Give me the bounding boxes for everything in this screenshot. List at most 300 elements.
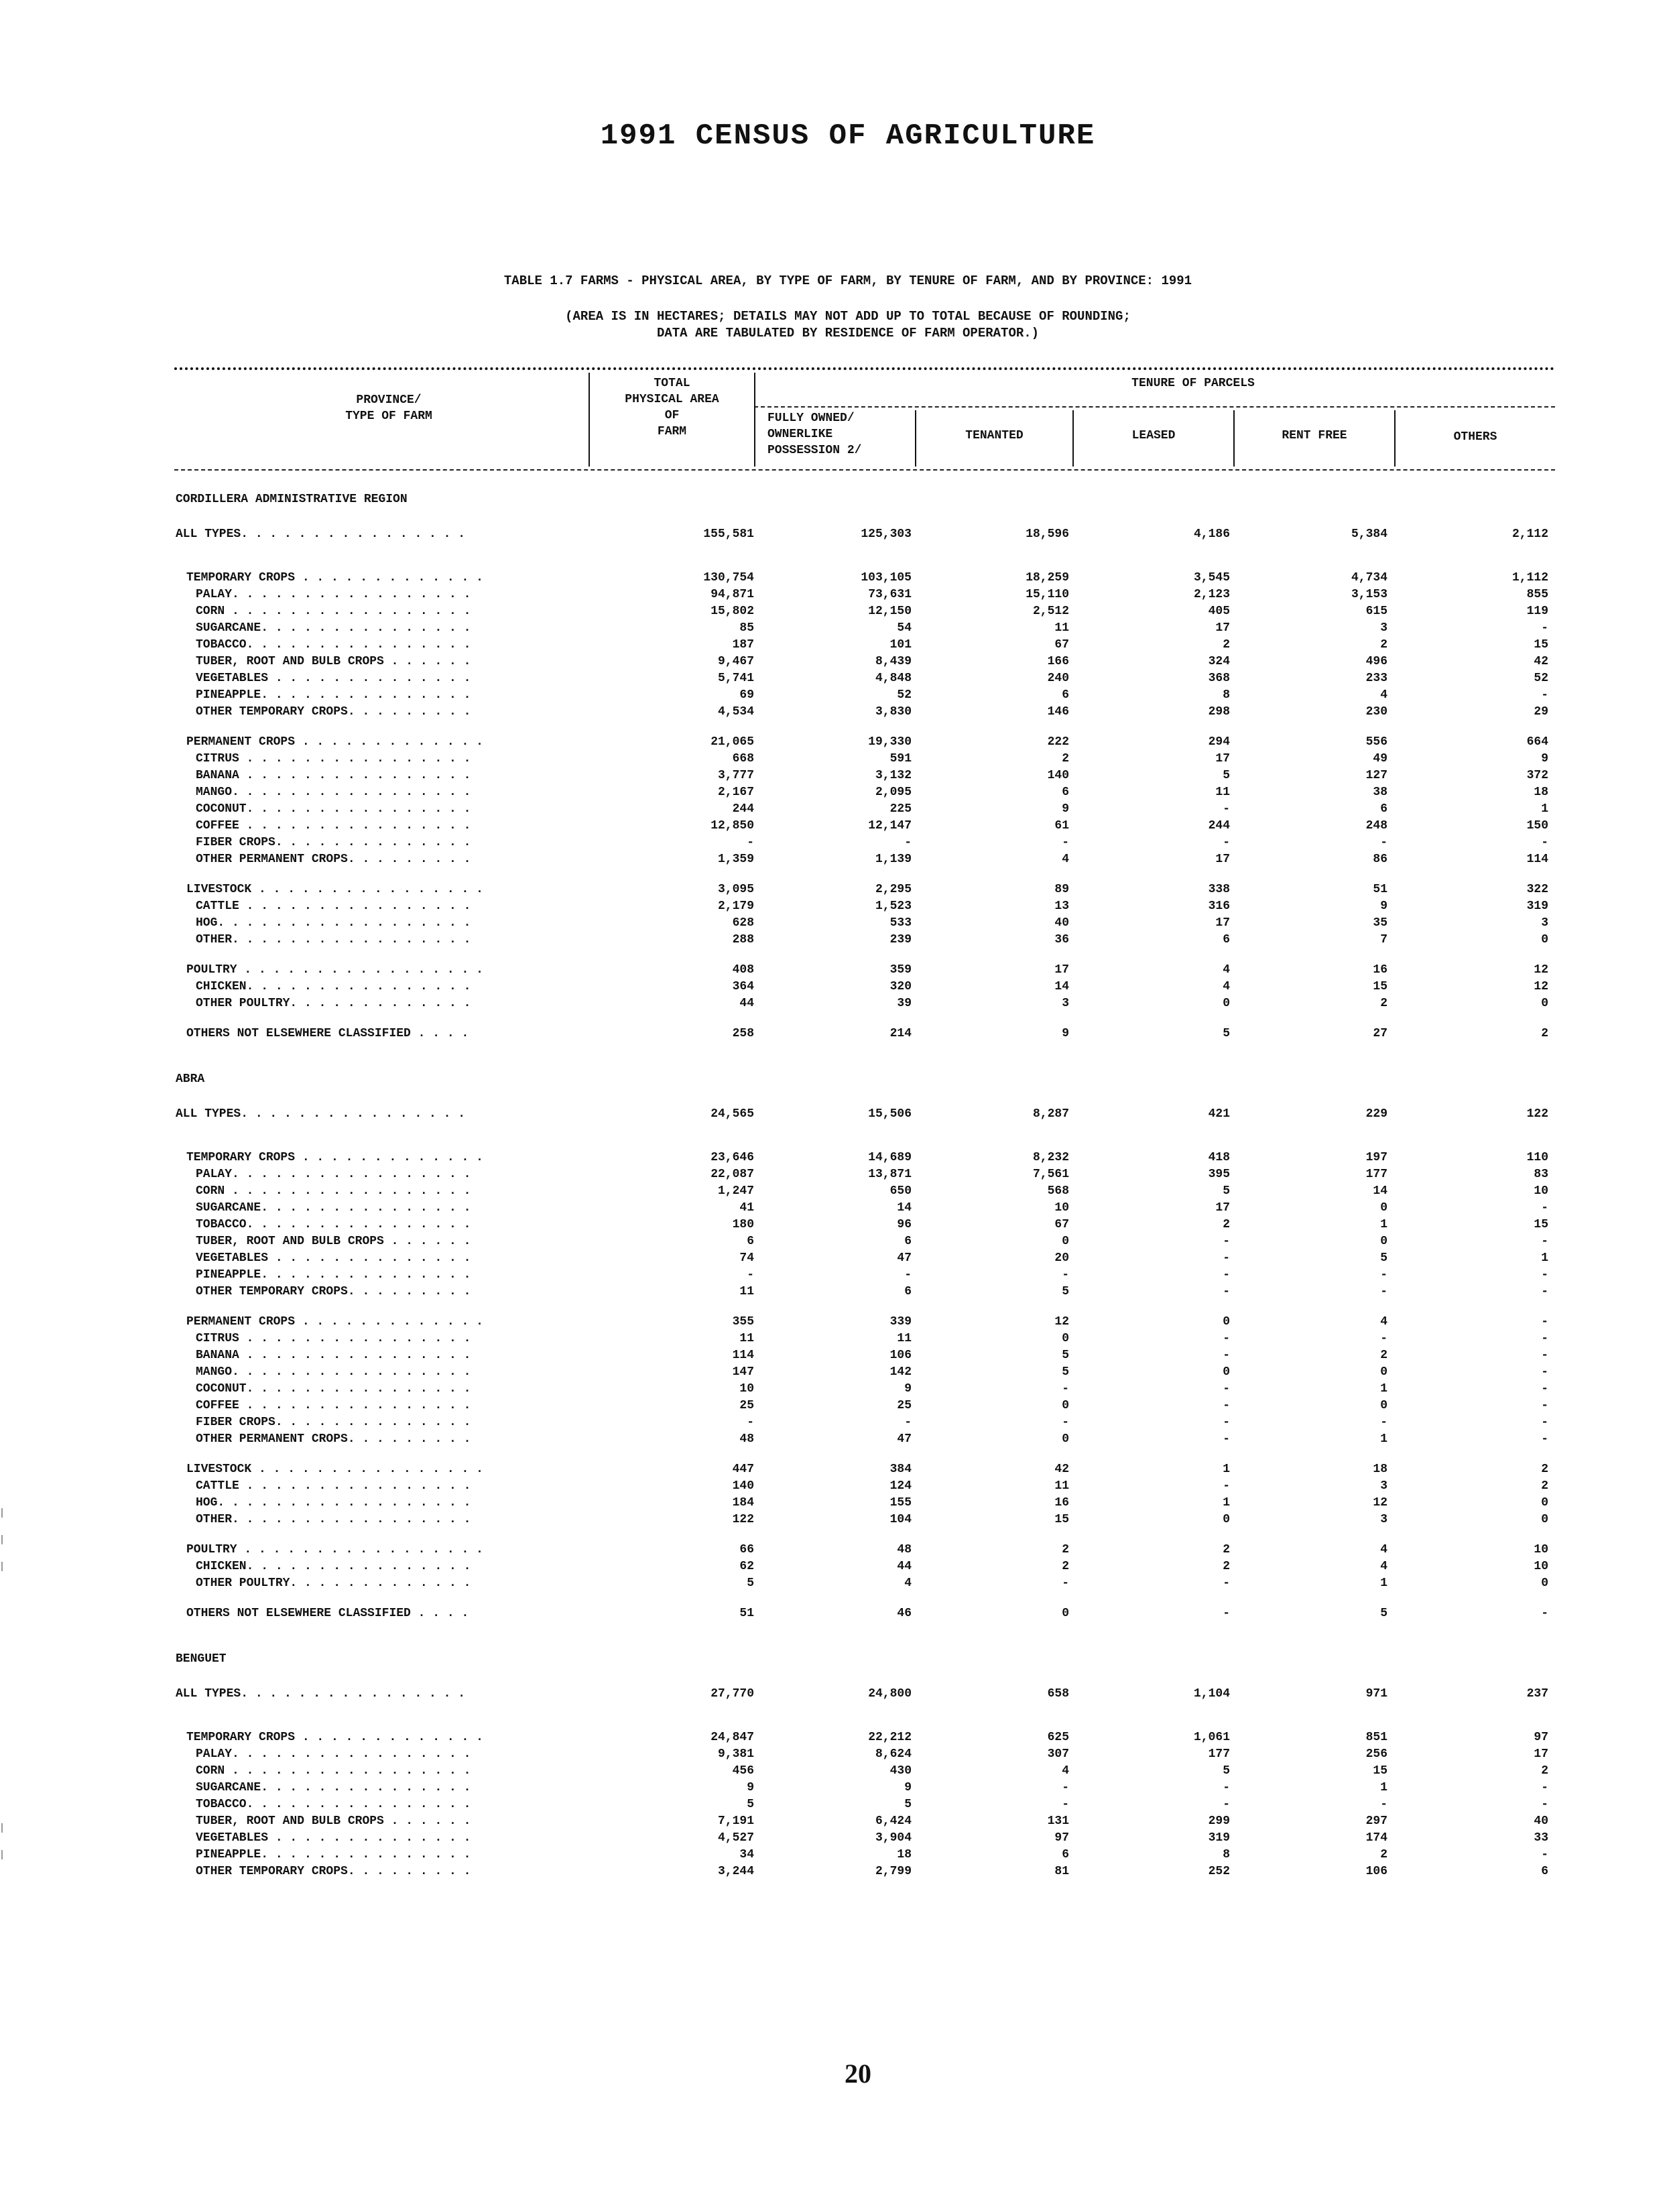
row-value: - (1541, 836, 1548, 849)
row-value: 8 (1223, 1848, 1230, 1861)
row-value: 33 (1534, 1831, 1548, 1845)
row-value: 2 (1223, 1543, 1230, 1556)
row-value: 421 (1208, 1107, 1230, 1121)
row-value: - (1223, 1416, 1230, 1429)
row-value: 103,105 (861, 571, 912, 585)
row-value: 15 (1534, 1218, 1548, 1231)
row-value: - (1541, 1432, 1548, 1446)
row-label: PINEAPPLE. . . . . . . . . . . . . . . (196, 1848, 471, 1861)
row-label: VEGETABLES . . . . . . . . . . . . . . (196, 1831, 471, 1845)
row-value: 4 (1223, 980, 1230, 993)
row-label: CATTLE . . . . . . . . . . . . . . . . (196, 1479, 471, 1493)
row-value: 17 (1215, 1201, 1230, 1215)
row-value: - (1223, 1285, 1230, 1298)
table-row (0, 802, 1669, 818)
row-value: - (1223, 1798, 1230, 1811)
row-value: 214 (889, 1027, 912, 1040)
row-value: 14,689 (868, 1151, 912, 1164)
row-value: 51 (739, 1607, 754, 1620)
row-value: 61 (1054, 819, 1069, 833)
row-value: 4 (1380, 1543, 1387, 1556)
row-value: 35 (1373, 916, 1387, 930)
row-label: PALAY. . . . . . . . . . . . . . . . . (196, 1747, 471, 1761)
row-value: 237 (1526, 1687, 1548, 1701)
row-value: 101 (889, 638, 912, 652)
row-value: - (1062, 1781, 1069, 1794)
row-value: 233 (1365, 672, 1387, 685)
row-value: 122 (1526, 1107, 1548, 1121)
row-value: 372 (1526, 769, 1548, 782)
row-value: - (904, 1268, 912, 1282)
row-value: 0 (1541, 997, 1548, 1010)
margin-mark (1, 1823, 3, 1833)
row-value: 320 (889, 980, 912, 993)
row-value: 0 (1062, 1235, 1069, 1248)
row-value: 83 (1534, 1168, 1548, 1181)
row-value: 5 (1223, 1184, 1230, 1198)
table-row (0, 1513, 1669, 1529)
row-value: 5 (1380, 1251, 1387, 1265)
row-value: 39 (897, 997, 912, 1010)
row-value: 1 (1223, 1496, 1230, 1510)
row-value: 140 (732, 1479, 754, 1493)
row-label: OTHER TEMPORARY CROPS. . . . . . . . . (196, 705, 471, 719)
row-value: 106 (1365, 1865, 1387, 1878)
table-row (0, 752, 1669, 768)
row-value: 7,191 (717, 1815, 754, 1828)
row-value: 668 (732, 752, 754, 765)
row-label: FIBER CROPS. . . . . . . . . . . . . . (196, 1416, 471, 1429)
row-value: 13 (1054, 900, 1069, 913)
row-value: 17 (1215, 621, 1230, 635)
row-value: - (1223, 1251, 1230, 1265)
row-value: - (1223, 1382, 1230, 1396)
region-heading: CORDILLERA ADMINISTRATIVE REGION (176, 493, 408, 506)
row-value: 142 (889, 1365, 912, 1379)
row-value: 408 (732, 963, 754, 977)
row-value: 1,061 (1193, 1731, 1230, 1744)
row-value: 6 (1062, 786, 1069, 799)
row-value: - (1223, 1349, 1230, 1362)
row-value: 6 (747, 1235, 754, 1248)
row-value: 658 (1047, 1687, 1069, 1701)
margin-mark (1, 1508, 3, 1518)
row-value: 0 (1223, 997, 1230, 1010)
row-label: PALAY. . . . . . . . . . . . . . . . . (196, 1168, 471, 1181)
table-row (0, 705, 1669, 721)
row-value: 16 (1373, 963, 1387, 977)
row-value: - (1223, 1268, 1230, 1282)
row-value: 2 (1541, 1027, 1548, 1040)
row-value: 3 (1380, 1513, 1387, 1526)
row-value: 4 (1062, 853, 1069, 866)
row-label: BANANA . . . . . . . . . . . . . . . . (196, 1349, 471, 1362)
row-value: 258 (732, 1027, 754, 1040)
row-value: 4 (904, 1577, 912, 1590)
row-label: HOG. . . . . . . . . . . . . . . . . . (196, 1496, 471, 1510)
row-value: 364 (732, 980, 754, 993)
row-label: COCONUT. . . . . . . . . . . . . . . . (196, 1382, 471, 1396)
table-row (0, 819, 1669, 835)
row-value: - (1223, 836, 1230, 849)
row-value: 8,232 (1032, 1151, 1069, 1164)
table-row (0, 1416, 1669, 1432)
row-value: 29 (1534, 705, 1548, 719)
row-value: 3,132 (875, 769, 912, 782)
row-value: - (1223, 1781, 1230, 1794)
table-row (0, 916, 1669, 932)
row-value: 2 (1541, 1463, 1548, 1476)
row-value: 74 (739, 1251, 754, 1265)
row-value: - (1223, 1479, 1230, 1493)
row-value: 104 (889, 1513, 912, 1526)
row-value: 15,110 (1026, 588, 1069, 601)
row-value: 6 (1062, 688, 1069, 702)
row-value: 12,850 (710, 819, 754, 833)
row-value: 2 (1380, 1349, 1387, 1362)
row-label: ALL TYPES. . . . . . . . . . . . . . . . (176, 528, 466, 541)
row-value: 52 (1534, 672, 1548, 685)
row-value: 3,777 (717, 769, 754, 782)
row-value: 229 (1365, 1107, 1387, 1121)
row-value: 8,287 (1032, 1107, 1069, 1121)
row-value: 73,631 (868, 588, 912, 601)
row-value: 89 (1054, 883, 1069, 896)
row-value: 1 (1541, 802, 1548, 816)
row-value: 225 (889, 802, 912, 816)
row-value: 12,147 (868, 819, 912, 833)
row-value: 94,871 (710, 588, 754, 601)
row-value: 368 (1208, 672, 1230, 685)
row-label: OTHER POULTRY. . . . . . . . . . . . . (196, 997, 471, 1010)
row-value: 174 (1365, 1831, 1387, 1845)
row-value: 11 (739, 1285, 754, 1298)
row-value: 8,439 (875, 655, 912, 668)
table-row (0, 1201, 1669, 1217)
row-value: 15 (1373, 1764, 1387, 1778)
row-value: 5 (1223, 1764, 1230, 1778)
row-label: PALAY. . . . . . . . . . . . . . . . . (196, 588, 471, 601)
row-label: COFFEE . . . . . . . . . . . . . . . . (196, 1399, 471, 1412)
table-row (0, 980, 1669, 996)
row-label: CHICKEN. . . . . . . . . . . . . . . . (196, 980, 471, 993)
row-value: 8,624 (875, 1747, 912, 1761)
row-value: 2,123 (1193, 588, 1230, 601)
row-value: - (1062, 1798, 1069, 1811)
row-value: 9 (747, 1781, 754, 1794)
row-value: 85 (739, 621, 754, 635)
row-value: 252 (1208, 1865, 1230, 1878)
row-value: 146 (1047, 705, 1069, 719)
row-value: 0 (1380, 1235, 1387, 1248)
row-value: 405 (1208, 605, 1230, 618)
row-value: 2 (1223, 1218, 1230, 1231)
row-value: 17 (1054, 963, 1069, 977)
row-value: 297 (1365, 1815, 1387, 1828)
row-value: 244 (1208, 819, 1230, 833)
row-value: 10 (1534, 1560, 1548, 1573)
row-value: 49 (1373, 752, 1387, 765)
row-value: 4 (1380, 1315, 1387, 1329)
row-value: 125,303 (861, 528, 912, 541)
row-label: HOG. . . . . . . . . . . . . . . . . . (196, 916, 471, 930)
row-value: - (1223, 1577, 1230, 1590)
row-value: 9,381 (717, 1747, 754, 1761)
row-value: 187 (732, 638, 754, 652)
row-value: - (1223, 1332, 1230, 1345)
row-value: 25 (739, 1399, 754, 1412)
row-value: 971 (1365, 1687, 1387, 1701)
table-row (0, 1235, 1669, 1251)
row-value: 2,095 (875, 786, 912, 799)
row-label: LIVESTOCK . . . . . . . . . . . . . . . . (186, 883, 483, 896)
row-value: 4 (1062, 1764, 1069, 1778)
row-value: 2 (1223, 1560, 1230, 1573)
table-row (0, 836, 1669, 852)
row-label: CITRUS . . . . . . . . . . . . . . . . (196, 1332, 471, 1345)
row-value: 15,802 (710, 605, 754, 618)
row-value: 41 (739, 1201, 754, 1215)
row-value: 2 (1541, 1479, 1548, 1493)
row-value: 22,087 (710, 1168, 754, 1181)
row-label: OTHER TEMPORARY CROPS. . . . . . . . . (196, 1865, 471, 1878)
row-value: 140 (1047, 769, 1069, 782)
row-value: 54 (897, 621, 912, 635)
row-label: TEMPORARY CROPS . . . . . . . . . . . . . (186, 1151, 483, 1164)
row-value: 2 (1062, 752, 1069, 765)
table-row (0, 1577, 1669, 1593)
table-row (0, 1382, 1669, 1398)
row-value: 9,467 (717, 655, 754, 668)
row-value: 256 (1365, 1747, 1387, 1761)
row-value: 0 (1062, 1332, 1069, 1345)
row-value: 1 (1380, 1432, 1387, 1446)
row-label: OTHER. . . . . . . . . . . . . . . . . (196, 1513, 471, 1526)
row-value: 3,830 (875, 705, 912, 719)
row-value: - (1062, 836, 1069, 849)
row-value: - (1541, 1268, 1548, 1282)
row-value: 6,424 (875, 1815, 912, 1828)
row-value: 1,139 (875, 853, 912, 866)
table-row (0, 588, 1669, 604)
table-title: TABLE 1.7 FARMS - PHYSICAL AREA, BY TYPE OF FARM, BY TENURE OF FARM, AND BY PROVINCE: 1991 (503, 273, 1192, 288)
row-label: TOBACCO. . . . . . . . . . . . . . . . (196, 1798, 471, 1811)
row-value: 1 (1380, 1781, 1387, 1794)
row-value: 131 (1047, 1815, 1069, 1828)
row-label: COFFEE . . . . . . . . . . . . . . . . (196, 819, 471, 833)
row-label: CITRUS . . . . . . . . . . . . . . . . (196, 752, 471, 765)
row-value: 18 (897, 1848, 912, 1861)
row-value: 110 (1526, 1151, 1548, 1164)
row-value: 9 (904, 1781, 912, 1794)
row-value: 5 (1062, 1285, 1069, 1298)
header-bottom-rule (174, 469, 1555, 471)
row-value: 9 (1380, 900, 1387, 913)
row-label: OTHER PERMANENT CROPS. . . . . . . . . (196, 1432, 471, 1446)
row-value: 10 (1054, 1201, 1069, 1215)
row-value: 2,799 (875, 1865, 912, 1878)
row-value: - (1380, 1416, 1387, 1429)
row-label: SUGARCANE. . . . . . . . . . . . . . . (196, 1201, 471, 1215)
row-value: 130,754 (703, 571, 754, 585)
row-value: 855 (1526, 588, 1548, 601)
row-value: 316 (1208, 900, 1230, 913)
row-value: 1,523 (875, 900, 912, 913)
total-area-header: TOTAL PHYSICAL AREA OF FARM (625, 377, 719, 438)
row-value: 4 (1380, 688, 1387, 702)
row-value: 18 (1534, 786, 1548, 799)
table-row (0, 1268, 1669, 1284)
row-value: 244 (732, 802, 754, 816)
row-value: - (1541, 1416, 1548, 1429)
row-value: 180 (732, 1218, 754, 1231)
row-value: 27,770 (710, 1687, 754, 1701)
row-value: 21,065 (710, 735, 754, 749)
row-value: 52 (897, 688, 912, 702)
row-value: 339 (889, 1315, 912, 1329)
table-row (0, 1865, 1669, 1881)
row-value: 24,800 (868, 1687, 912, 1701)
row-value: 230 (1365, 705, 1387, 719)
table-row (0, 672, 1669, 688)
row-value: - (1541, 1315, 1548, 1329)
row-value: 307 (1047, 1747, 1069, 1761)
table-row (0, 786, 1669, 802)
row-value: 384 (889, 1463, 912, 1476)
row-value: 166 (1047, 655, 1069, 668)
others-header: OTHERS (1453, 430, 1497, 444)
row-label: LIVESTOCK . . . . . . . . . . . . . . . . (186, 1463, 483, 1476)
row-label: COCONUT. . . . . . . . . . . . . . . . (196, 802, 471, 816)
row-value: 44 (739, 997, 754, 1010)
row-value: 97 (1054, 1831, 1069, 1845)
row-value: 533 (889, 916, 912, 930)
table-row (0, 528, 1669, 544)
row-value: - (1541, 621, 1548, 635)
row-value: 1,359 (717, 853, 754, 866)
row-value: - (747, 1268, 754, 1282)
row-value: 48 (739, 1432, 754, 1446)
row-label: SUGARCANE. . . . . . . . . . . . . . . (196, 621, 471, 635)
table-row (0, 997, 1669, 1013)
row-value: 3 (1380, 621, 1387, 635)
row-value: 4 (1380, 1560, 1387, 1573)
table-row (0, 1831, 1669, 1847)
row-value: 2 (1380, 997, 1387, 1010)
row-value: 9 (1062, 802, 1069, 816)
row-value: 47 (897, 1432, 912, 1446)
row-value: - (1541, 1332, 1548, 1345)
row-value: 3,244 (717, 1865, 754, 1878)
row-label: TOBACCO. . . . . . . . . . . . . . . . (196, 638, 471, 652)
row-value: 81 (1054, 1865, 1069, 1878)
row-value: 0 (1380, 1399, 1387, 1412)
row-value: 4,848 (875, 672, 912, 685)
table-row (0, 1848, 1669, 1864)
row-value: 197 (1365, 1151, 1387, 1164)
table-row (0, 735, 1669, 751)
row-value: 2 (1380, 638, 1387, 652)
row-value: 177 (1365, 1168, 1387, 1181)
row-value: 5 (747, 1798, 754, 1811)
row-value: - (1541, 1285, 1548, 1298)
row-value: 40 (1054, 916, 1069, 930)
row-value: 11 (1054, 621, 1069, 635)
table-row (0, 655, 1669, 671)
row-value: 106 (889, 1349, 912, 1362)
row-value: 299 (1208, 1815, 1230, 1828)
row-value: 6 (1541, 1865, 1548, 1878)
row-value: 27 (1373, 1027, 1387, 1040)
row-value: - (1541, 1201, 1548, 1215)
row-value: 4 (1223, 963, 1230, 977)
row-value: 568 (1047, 1184, 1069, 1198)
row-value: - (1541, 1349, 1548, 1362)
row-value: 2 (1541, 1764, 1548, 1778)
row-value: 5,741 (717, 672, 754, 685)
row-value: 294 (1208, 735, 1230, 749)
page-number: 20 (845, 2059, 871, 2089)
row-value: - (1223, 1607, 1230, 1620)
row-label: OTHER TEMPORARY CROPS. . . . . . . . . (196, 1285, 471, 1298)
row-value: - (1541, 1781, 1548, 1794)
row-value: 248 (1365, 819, 1387, 833)
row-value: 338 (1208, 883, 1230, 896)
row-value: 1 (1380, 1577, 1387, 1590)
row-label: BANANA . . . . . . . . . . . . . . . . (196, 769, 471, 782)
tenure-rule (754, 406, 1555, 408)
row-value: 17 (1215, 853, 1230, 866)
province-header: PROVINCE/ TYPE OF FARM (345, 393, 432, 423)
row-value: 127 (1365, 769, 1387, 782)
row-value: 0 (1541, 1577, 1548, 1590)
row-value: 0 (1223, 1513, 1230, 1526)
row-value: 46 (897, 1607, 912, 1620)
table-row (0, 1027, 1669, 1043)
row-value: - (1541, 1848, 1548, 1861)
row-value: 86 (1373, 853, 1387, 866)
row-value: - (1541, 1798, 1548, 1811)
row-label: CHICKEN. . . . . . . . . . . . . . . . (196, 1560, 471, 1573)
tenanted-header: TENANTED (965, 429, 1024, 442)
row-label: OTHERS NOT ELSEWHERE CLASSIFIED . . . . (186, 1027, 469, 1040)
row-value: 239 (889, 933, 912, 946)
row-value: 5,384 (1351, 528, 1387, 541)
row-label: MANGO. . . . . . . . . . . . . . . . . (196, 1365, 471, 1379)
row-value: 5 (1223, 1027, 1230, 1040)
row-value: 23,646 (710, 1151, 754, 1164)
row-value: 664 (1526, 735, 1548, 749)
table-row (0, 1168, 1669, 1184)
row-value: 67 (1054, 1218, 1069, 1231)
margin-mark (1, 1562, 3, 1571)
header-top-rule (174, 367, 1555, 370)
row-label: POULTRY . . . . . . . . . . . . . . . . . (186, 1543, 483, 1556)
table-row (0, 1285, 1669, 1301)
row-value: 147 (732, 1365, 754, 1379)
table-row (0, 1781, 1669, 1797)
row-value: 430 (889, 1764, 912, 1778)
row-value: 62 (739, 1560, 754, 1573)
row-value: 5 (1062, 1365, 1069, 1379)
table-row (0, 1107, 1669, 1123)
row-label: CORN . . . . . . . . . . . . . . . . . (196, 605, 471, 618)
row-value: 298 (1208, 705, 1230, 719)
row-value: 10 (739, 1382, 754, 1396)
table-row (0, 1479, 1669, 1495)
row-value: 12,150 (868, 605, 912, 618)
row-value: 13,871 (868, 1168, 912, 1181)
